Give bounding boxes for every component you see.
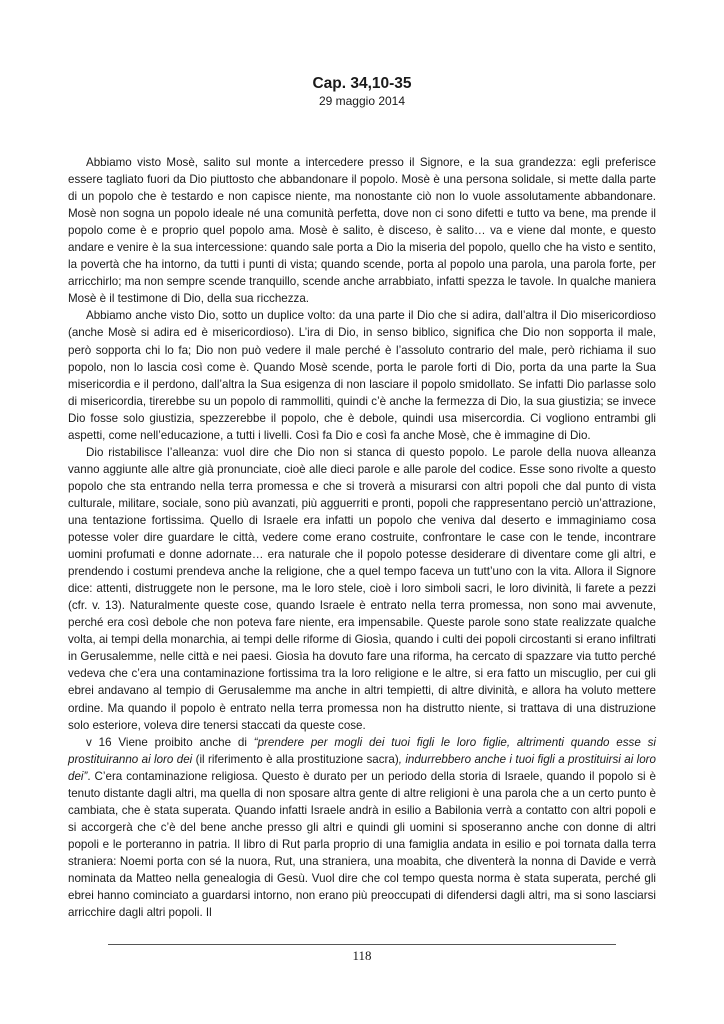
paragraph-2: Abbiamo anche visto Dio, sotto un duplice volto: da una parte il Dio che si adira, dall’altra il Dio misericordioso (anche Mosè si adira ed è misericordioso). L’ira di Dio, in senso biblico, significa che Dio non sopporta il male, però sopporta chi lo fa; Dio non può vedere il male perché è l’assoluto contrario del male, però richiama il suo popolo, non lo lascia così come è. Quando Mosè scende, porta le parole forti di Dio, porta da una parte la Sua misericordia e il perdono, dall’altra la Sua esigenza di non lasciare il popolo smidollato. Se infatti Dio parlasse solo di misericordia, tirerebbe su un popolo di rammolliti, quindi c’è anche la fermezza di Dio, la sua giustizia; se invece Dio fosse solo giustizia, spezzerebbe il popolo, che è debole, quindi usa misercordia. Ci vogliono entrambi gli aspetti, come nell’educazione, a tutti i livelli. Così fa Dio e così fa anche Mosè, che è immagine di Dio. — [68, 309, 656, 442]
body-text — [68, 154, 656, 921]
paragraph-4 — [68, 734, 656, 922]
chapter-date: 29 maggio 2014 — [318, 94, 406, 108]
paragraph-1: Abbiamo visto Mosè, salito sul monte a intercedere presso il Signore, e la sua grandezza: egli preferisce essere tagliato fuori da Dio piuttosto che abbandonare il popolo. Mosè è una persona solidale, si mette dalla parte di un popolo che è testardo e non capisce niente, ma nonostante ciò non lo vuole assolutamente abbandonare. Mosè non sogna un popolo ideale né una comunità perfetta, dove non ci sono difetti e tutto va bene, ma prende il popolo come è e proprio quel popolo ama. Mosè è salito, è disceso, è salito… va e viene dal monte, e questo andare e venire è la sua intercessione: quando sale porta a Dio la miseria del popolo, quello che ha visto e sentito, la povertà che ha intorno, da tutti i punti di vista; quando scende, porta al popolo una parola, una parola forte, per arricchirlo; ma non sempre scende tranquillo, scende anche arrabbiato, infatti spezza le tavole. In qualche maniera Mosè è il testimone di Dio, della sua ricchezza. — [68, 156, 656, 306]
quote-part-1: “prendere per mogli dei tuoi figli le loro figlie, altrimenti quando esse si prostituiranno ai loro dei — [68, 735, 656, 766]
quote-part-2: , indurrebbero anche i tuoi figli a prostituirsi ai loro dei” — [68, 752, 656, 783]
quote-aside: (il riferimento è alla prostituzione sacra) — [192, 752, 399, 766]
chapter-title: Cap. 34,10-35 — [312, 75, 412, 92]
paragraph-3: Dio ristabilisce l’alleanza: vuol dire che Dio non si stanca di questo popolo. Le parole della nuova alleanza vanno aggiunte alle altre già pronunciate, cioè alle dieci parole e alle parole del codice. Esse sono rivolte a questo popolo che sta entrando nella terra promessa e che si troverà a misurarsi con altri popoli che dal punto di vista culturale, militare, sociale, sono più avanzati, più agguerriti e pronti, popoli che rappresentano perciò un’attrazione, una tentazione fortissima. Quello di Israele era infatti un popolo che veniva dal deserto e immaginiamo cosa potesse voler dire guardare le città, vedere come erano costruite, confrontare le case con le tende, incontrare uomini profumati e donne adornate… era naturale che il popolo potesse desiderare di diventare come gli altri, e prendendo i costumi prendeva anche la religione, che a quel tempo faceva un tutt’uno con la vita. Allora il Signore dice: attenti, distruggete non le persone, ma le loro stele, cioè i loro simboli sacri, le loro divinità, li farete a pezzi (cfr. v. 13). Naturalmente queste cose, quando Israele è entrato nella terra promessa, non sono mai avvenute, perché era così debole che non poteva fare niente, era impensabile. Queste parole sono state realizzate qualche volta, ai tempi della monarchia, ai tempi delle riforme di Giosìa, quando i culti dei popoli circostanti si erano infiltrati in Gerusalemme, nelle città e nei paesi. Giosìa ha dovuto fare una riforma, ha cercato di spazzare via tutto perché vedeva che c’era una contaminazione fortissima tra la loro religione e le altre, si era fatto un miscuglio, per cui gli ebrei andavano al tempio di Gerusalemme ma anche in altri tempietti, di altre divinità, e allora ha voluto mettere ordine. Ma quando il popolo è entrato nella terra promessa non ha distrutto niente, si trattava di una distruzione solo esteriore, voleva dire tenersi staccati da queste cose. — [68, 445, 656, 732]
paragraph-4-rest: . C’era contaminazione religiosa. Questo è durato per un periodo della storia di Israele, quando il popolo si è tenuto distante dagli altri, ma quella di non sposare altra gente di altre religioni è una parola che a un certo punto è cambiata, che è stata superata. Quando infatti Israele andrà in esilio a Babilonia verrà a contatto con altri popoli e si accorgerà che c’è del bene anche presso gli altri e quindi gli uomini si sposeranno anche con donne di altri popoli e le porteranno in patria. Il libro di Rut parla proprio di una famiglia andata in esilio e poi tornata dalla terra straniera: Noemi porta con sé la nuora, Rut, una straniera, una moabita, che diventerà la nonna di Davide e verrà nominata da Matteo nella genealogia di Gesù. Vuol dire che col tempo questa norma è stata superata, perché gli ebrei hanno cominciato a guardarsi intorno, non erano più preoccupati di difendersi dagli altri, ma si sono lasciarsi arricchire dagli altri popoli. Il — [68, 769, 656, 920]
page-number: 118 — [352, 948, 372, 963]
footer-rule — [108, 944, 616, 945]
paragraph-4-intro: v 16 Viene proibito anche di — [86, 735, 254, 749]
